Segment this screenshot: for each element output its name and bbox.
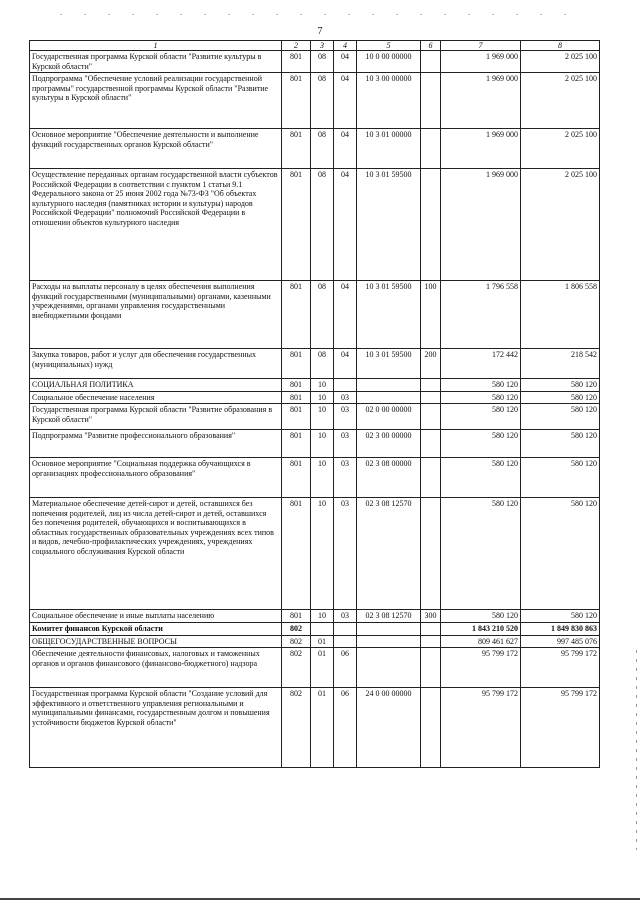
cell-admin-code: 801	[282, 281, 311, 349]
cell-expense-type	[421, 379, 441, 391]
cell-section: 10	[311, 458, 334, 498]
cell-expense-type	[421, 458, 441, 498]
cell-amount-year1: 1 969 000	[441, 51, 521, 73]
cell-subsection: 04	[334, 281, 357, 349]
table-row	[30, 610, 600, 623]
table-row	[30, 169, 600, 281]
header-col-7: 7	[441, 41, 521, 51]
budget-table	[29, 40, 600, 768]
scan-artifact-right	[636, 650, 637, 850]
cell-subsection	[334, 635, 357, 647]
table-row	[30, 648, 600, 688]
cell-subsection: 04	[334, 129, 357, 169]
cell-amount-year1: 580 120	[441, 430, 521, 458]
header-col-4: 4	[334, 41, 357, 51]
cell-target-article	[357, 648, 421, 688]
cell-admin-code: 801	[282, 430, 311, 458]
cell-section: 10	[311, 430, 334, 458]
cell-admin-code: 802	[282, 688, 311, 768]
cell-name: Государственная программа Курской области "Создание условий для эффективного и ответственного управления региональными и муниципальными финансами, государственным долгом и повышения устойчивости бюджетов Курской области"	[30, 688, 282, 768]
header-row	[30, 41, 600, 51]
cell-expense-type	[421, 498, 441, 610]
cell-name: Подпрограмма "Развитие профессионального образования"	[30, 430, 282, 458]
cell-admin-code: 802	[282, 648, 311, 688]
cell-target-article: 24 0 00 00000	[357, 688, 421, 768]
cell-target-article: 02 3 00 00000	[357, 430, 421, 458]
cell-subsection: 04	[334, 51, 357, 73]
cell-target-article: 10 0 00 00000	[357, 51, 421, 73]
cell-name: Расходы на выплаты персоналу в целях обеспечения выполнения функций государственными (муниципальными) органами, казенными учреждениями, органами управления государственными внебюджетными фондами	[30, 281, 282, 349]
cell-amount-year1: 1 969 000	[441, 129, 521, 169]
cell-admin-code: 801	[282, 169, 311, 281]
cell-name: Комитет финансов Курской области	[30, 623, 282, 635]
page-number: 7	[317, 26, 323, 37]
cell-expense-type	[421, 648, 441, 688]
cell-subsection: 03	[334, 391, 357, 403]
cell-subsection	[334, 379, 357, 391]
cell-expense-type	[421, 635, 441, 647]
cell-name: СОЦИАЛЬНАЯ ПОЛИТИКА	[30, 379, 282, 391]
cell-target-article: 10 3 00 00000	[357, 73, 421, 129]
cell-expense-type	[421, 430, 441, 458]
cell-target-article	[357, 379, 421, 391]
cell-amount-year1: 172 442	[441, 349, 521, 379]
cell-target-article: 02 3 08 00000	[357, 458, 421, 498]
table-row	[30, 458, 600, 498]
cell-amount-year2: 1 806 558	[521, 281, 600, 349]
cell-amount-year1: 580 120	[441, 498, 521, 610]
cell-target-article: 02 3 08 12570	[357, 498, 421, 610]
cell-amount-year1: 95 799 172	[441, 648, 521, 688]
cell-target-article: 02 3 08 12570	[357, 610, 421, 623]
cell-target-article: 10 3 01 00000	[357, 129, 421, 169]
cell-section: 10	[311, 404, 334, 430]
cell-expense-type	[421, 391, 441, 403]
cell-expense-type: 300	[421, 610, 441, 623]
cell-amount-year2: 580 120	[521, 498, 600, 610]
cell-amount-year1: 1 969 000	[441, 73, 521, 129]
cell-amount-year2: 1 849 830 863	[521, 623, 600, 635]
cell-subsection	[334, 623, 357, 635]
cell-target-article: 10 3 01 59500	[357, 281, 421, 349]
table-row	[30, 349, 600, 379]
cell-amount-year2: 95 799 172	[521, 688, 600, 768]
cell-subsection: 04	[334, 169, 357, 281]
cell-admin-code: 801	[282, 349, 311, 379]
cell-amount-year1: 580 120	[441, 458, 521, 498]
table-row	[30, 73, 600, 129]
table-row	[30, 404, 600, 430]
cell-amount-year1: 580 120	[441, 404, 521, 430]
cell-amount-year1: 809 461 627	[441, 635, 521, 647]
cell-admin-code: 802	[282, 635, 311, 647]
cell-subsection: 03	[334, 610, 357, 623]
header-col-1: 1	[30, 41, 282, 51]
cell-name: Основное мероприятие "Обеспечение деятельности и выполнение функций государственных органов Курской области"	[30, 129, 282, 169]
cell-amount-year2: 580 120	[521, 610, 600, 623]
cell-subsection: 03	[334, 498, 357, 610]
cell-amount-year2: 580 120	[521, 391, 600, 403]
cell-section	[311, 623, 334, 635]
cell-admin-code: 801	[282, 51, 311, 73]
cell-amount-year1: 580 120	[441, 379, 521, 391]
cell-amount-year2: 997 485 076	[521, 635, 600, 647]
cell-name: Подпрограмма "Обеспечение условий реализации государственной программы" государственной программы Курской области "Развитие культуры в Курской области"	[30, 73, 282, 129]
cell-name: Основное мероприятие "Социальная поддержка обучающихся в организациях профессионального образования"	[30, 458, 282, 498]
table-row	[30, 379, 600, 391]
header-col-5: 5	[357, 41, 421, 51]
cell-name: Государственная программа Курской области "Развитие образования в Курской области"	[30, 404, 282, 430]
cell-section: 01	[311, 635, 334, 647]
cell-expense-type	[421, 51, 441, 73]
table-row	[30, 51, 600, 73]
cell-amount-year1: 1 969 000	[441, 169, 521, 281]
cell-admin-code: 801	[282, 379, 311, 391]
cell-amount-year2: 2 025 100	[521, 129, 600, 169]
cell-target-article	[357, 391, 421, 403]
cell-section: 08	[311, 129, 334, 169]
cell-amount-year1: 1 796 558	[441, 281, 521, 349]
cell-expense-type	[421, 129, 441, 169]
cell-section: 10	[311, 498, 334, 610]
cell-amount-year2: 2 025 100	[521, 51, 600, 73]
cell-name: Социальное обеспечение населения	[30, 391, 282, 403]
cell-admin-code: 801	[282, 458, 311, 498]
cell-admin-code: 801	[282, 129, 311, 169]
cell-expense-type	[421, 169, 441, 281]
header-col-3: 3	[311, 41, 334, 51]
cell-target-article: 10 3 01 59500	[357, 169, 421, 281]
table-row	[30, 281, 600, 349]
cell-target-article	[357, 623, 421, 635]
cell-name: ОБЩЕГОСУДАРСТВЕННЫЕ ВОПРОСЫ	[30, 635, 282, 647]
cell-expense-type: 100	[421, 281, 441, 349]
cell-admin-code: 801	[282, 391, 311, 403]
cell-admin-code: 802	[282, 623, 311, 635]
cell-expense-type: 200	[421, 349, 441, 379]
cell-section: 08	[311, 281, 334, 349]
cell-section: 01	[311, 648, 334, 688]
cell-amount-year2: 580 120	[521, 430, 600, 458]
cell-name: Материальное обеспечение детей-сирот и детей, оставшихся без попечения родителей, лиц из числа детей-сирот и детей, оставшихся без попечения родителей, обучающихся и воспитывающихся в областных государственных образовательных учреждениях всех типов и видов, лечебно-профилактических учреждениях, учреждениях социального обслуживания Курской области	[30, 498, 282, 610]
cell-amount-year1: 580 120	[441, 610, 521, 623]
cell-section: 01	[311, 688, 334, 768]
cell-name: Закупка товаров, работ и услуг для обеспечения государственных (муниципальных) нужд	[30, 349, 282, 379]
table-row	[30, 498, 600, 610]
cell-name: Государственная программа Курской области "Развитие культуры в Курской области"	[30, 51, 282, 73]
cell-subsection: 04	[334, 73, 357, 129]
cell-section: 10	[311, 391, 334, 403]
cell-admin-code: 801	[282, 404, 311, 430]
cell-section: 08	[311, 73, 334, 129]
cell-section: 10	[311, 610, 334, 623]
cell-name: Осуществление переданных органам государственной власти субъектов Российской Федерации в соответствии с пунктом 1 статьи 9.1 Федерального закона от 25 июня 2002 года №73-ФЗ "Об объектах культурного наследия (памятниках истории и культуры) народов Российской Федерации" полномочий Российской Федерации в отношении объектов культурного наследия	[30, 169, 282, 281]
table-row	[30, 623, 600, 635]
cell-amount-year1: 95 799 172	[441, 688, 521, 768]
cell-subsection: 03	[334, 430, 357, 458]
cell-section: 10	[311, 379, 334, 391]
scan-artifact-top	[60, 14, 580, 15]
cell-amount-year1: 1 843 210 520	[441, 623, 521, 635]
cell-amount-year2: 95 799 172	[521, 648, 600, 688]
cell-amount-year2: 580 120	[521, 404, 600, 430]
cell-amount-year2: 2 025 100	[521, 169, 600, 281]
cell-target-article: 02 0 00 00000	[357, 404, 421, 430]
cell-subsection: 06	[334, 648, 357, 688]
cell-target-article: 10 3 01 59500	[357, 349, 421, 379]
cell-admin-code: 801	[282, 73, 311, 129]
cell-amount-year2: 580 120	[521, 379, 600, 391]
table-row	[30, 129, 600, 169]
cell-expense-type	[421, 73, 441, 129]
table-row	[30, 391, 600, 403]
cell-name: Обеспечение деятельности финансовых, налоговых и таможенных органов и органов финансового (финансово-бюджетного) надзора	[30, 648, 282, 688]
table-row	[30, 635, 600, 647]
cell-amount-year1: 580 120	[441, 391, 521, 403]
cell-section: 08	[311, 349, 334, 379]
cell-subsection: 04	[334, 349, 357, 379]
scan-artifact-bottom	[0, 898, 640, 900]
cell-target-article	[357, 635, 421, 647]
cell-subsection: 06	[334, 688, 357, 768]
table-row	[30, 430, 600, 458]
cell-subsection: 03	[334, 458, 357, 498]
cell-expense-type	[421, 623, 441, 635]
header-col-2: 2	[282, 41, 311, 51]
cell-expense-type	[421, 404, 441, 430]
cell-amount-year2: 580 120	[521, 458, 600, 498]
cell-section: 08	[311, 169, 334, 281]
cell-subsection: 03	[334, 404, 357, 430]
cell-admin-code: 801	[282, 610, 311, 623]
table-body	[30, 51, 600, 768]
header-col-8: 8	[521, 41, 600, 51]
cell-admin-code: 801	[282, 498, 311, 610]
table-row	[30, 688, 600, 768]
cell-amount-year2: 218 542	[521, 349, 600, 379]
cell-amount-year2: 2 025 100	[521, 73, 600, 129]
cell-name: Социальное обеспечение и иные выплаты населению	[30, 610, 282, 623]
cell-section: 08	[311, 51, 334, 73]
header-col-6: 6	[421, 41, 441, 51]
cell-expense-type	[421, 688, 441, 768]
